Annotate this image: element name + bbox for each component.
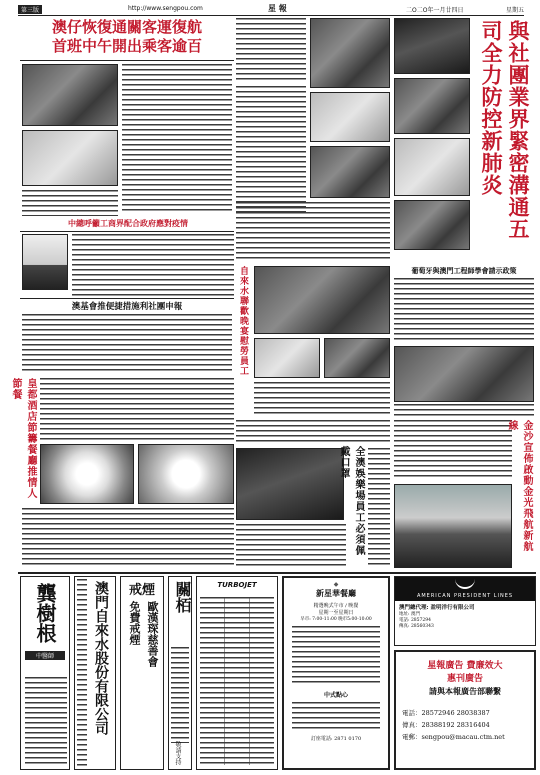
hotel-article-text <box>40 378 234 440</box>
ad-doctor-sub: 中醫師 <box>25 651 65 660</box>
sands-article-text <box>394 420 512 480</box>
meeting-headline-line2: 五司全力防控新肺炎 <box>479 20 531 240</box>
ad-sengpou-fax: 傳真：28388192 28316404 <box>402 721 490 729</box>
lead-article-body <box>122 64 232 214</box>
meeting-article-text <box>236 86 306 216</box>
ad-restaurant-text-2 <box>292 702 380 732</box>
meeting-article-text-2 <box>236 202 390 262</box>
chamber-headline: 中總呼籲工商界配合政府應對疫情 <box>68 218 188 228</box>
ad-sengpou-line1: 星報廣告 費廉效大 <box>427 661 503 671</box>
ad-quit-sub1: 免費戒煙 <box>128 601 141 645</box>
lead-article-text <box>236 18 306 82</box>
banquet-article-text <box>254 382 390 416</box>
ad-turbojet-table <box>200 597 274 765</box>
eagle-icon <box>455 579 475 589</box>
casino-article-side <box>368 448 390 568</box>
ad-kwan-side: 敬請支持 <box>174 741 181 765</box>
ad-turbojet <box>196 576 278 770</box>
ad-shipping-line4: 傳真: 28560343 <box>399 624 434 629</box>
ad-quit-smoking <box>120 576 164 770</box>
masthead-date: 二O二O年一月廿四日 <box>406 7 464 14</box>
ad-sengpou <box>394 650 536 770</box>
page-number: 第三版 <box>18 5 42 14</box>
ad-sengpou-phone: 電話：28572946 28038387 <box>402 709 490 717</box>
ad-shipping-lines <box>394 576 536 646</box>
engineers-caption <box>394 404 534 416</box>
dish-photo-2 <box>138 444 234 504</box>
lead-photo-caption <box>22 190 118 216</box>
ad-shipping-banner <box>395 577 535 601</box>
casino-headline: 全澳娛樂場員工必須佩戴口罩 <box>338 446 364 556</box>
ad-restaurant-phone: 訂座電話: 2871 0170 <box>310 736 362 742</box>
ad-restaurant-text <box>292 626 380 686</box>
ad-shipping-line3: 電話: 2857294 <box>399 618 431 623</box>
ad-restaurant-line2: 星期一至星期日 <box>318 610 354 616</box>
sands-photo <box>394 484 512 568</box>
casino-article-intro <box>236 420 390 444</box>
meeting-headline-line1: 與社團業界緊密溝通 <box>506 20 531 218</box>
chamber-article-text <box>72 234 234 296</box>
ad-sengpou-line3: 請與本報廣告部聯繫 <box>429 686 501 696</box>
lead-headline <box>22 18 232 58</box>
dish-photo-1 <box>40 444 134 504</box>
lead-photo-2 <box>22 130 118 186</box>
ad-kwan <box>168 576 192 770</box>
ad-turbojet-title: TURBOJET <box>217 581 257 589</box>
water-banquet-headline: 自來水聯歡晚宴慰勞員工 <box>238 266 248 376</box>
casino-article-text <box>236 524 346 568</box>
banquet-photo-1 <box>254 266 390 334</box>
engineers-article-text <box>394 278 534 342</box>
ad-restaurant-line1: 精選晚式午市 / 晚餐 <box>313 603 359 609</box>
ad-kwan-title: 關栢 <box>173 581 192 613</box>
ad-kwan-text <box>171 647 189 743</box>
ad-water-title: 澳門自來水股份有限公司 <box>93 581 109 735</box>
foundation-article-text <box>22 314 232 374</box>
meeting-headline <box>474 20 532 260</box>
ad-restaurant-line3: 早市: 7:00-11:00 晚市5:00-10:00 <box>300 617 372 622</box>
ad-chinese-doctor <box>20 576 70 770</box>
meeting-photo-4 <box>394 18 470 74</box>
ad-shipping-title: AMERICAN PRESIDENT LINES <box>416 593 514 599</box>
ad-sengpou-email: 電郵：sengpou@macau.ctm.net <box>402 733 505 741</box>
masthead-paper: 星 報 <box>268 4 287 13</box>
meeting-photo-7 <box>394 200 470 250</box>
ad-shipping-line2: 地址: 澳門 <box>399 612 420 617</box>
meeting-photo-5 <box>394 78 470 134</box>
ad-doctor-name: 龔樹根 <box>33 583 57 643</box>
engineers-headline: 葡萄牙與澳門工程師學會請示政策 <box>411 266 517 275</box>
ad-doctor-text <box>25 677 67 765</box>
banquet-photo-2 <box>254 338 320 378</box>
hotel-headline: 皇都酒店節籌餐廳推情人節餐 <box>10 378 36 499</box>
meeting-photo-1 <box>310 18 390 88</box>
foundation-headline: 澳基會推便捷措施利社團申報 <box>71 302 183 312</box>
masthead <box>18 3 524 16</box>
ad-quit-sub2: 歐漢琛慈善會 <box>146 601 159 667</box>
banquet-photo-3 <box>324 338 390 378</box>
lead-headline-line1: 澳仔恢復通關客運復航 <box>51 18 202 36</box>
ad-water-text <box>77 579 87 767</box>
portrait-photo <box>22 234 68 290</box>
lead-photo-1 <box>22 64 118 126</box>
ad-restaurant: ◆ 新星華餐廳 精選晚式午市 / 晚餐 星期一至星期日 早市: 7:00-11:00 晚市5:00-10:00 中式點心 訂座電話: 2871 0170 <box>282 576 390 770</box>
casino-photo <box>236 448 344 520</box>
engineers-photo <box>394 346 534 402</box>
ad-quit-title: 戒煙 <box>128 583 155 598</box>
masthead-weekday: 星期五 <box>506 7 525 14</box>
meeting-photo-2 <box>310 92 390 142</box>
ad-water-company <box>74 576 116 770</box>
ad-restaurant-line4: 中式點心 <box>323 692 348 699</box>
meeting-photo-6 <box>394 138 470 196</box>
masthead-url: http://www.sengpou.com <box>128 5 203 12</box>
lead-headline-line2: 首班中午開出乘客逾百 <box>51 37 202 55</box>
hotel-article-body <box>22 508 234 568</box>
meeting-photo-3 <box>310 146 390 198</box>
ad-sengpou-line2: 惠刊廣告 <box>446 674 483 684</box>
ad-shipping-line1: 澳門總代理: 盈明洋行有限公司 <box>399 605 475 611</box>
sands-headline: 金沙宣佈啟動金光飛航新航線 <box>506 420 532 552</box>
ad-restaurant-title: 新星華餐廳 <box>316 588 356 598</box>
